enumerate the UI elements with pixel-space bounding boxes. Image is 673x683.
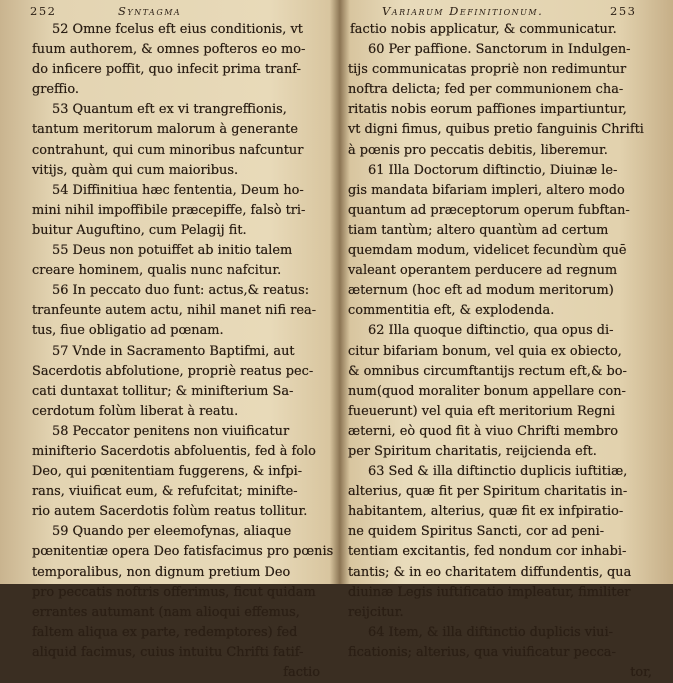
text-line: 52 Omne fcelus eft eius conditionis, vt: [52, 22, 303, 37]
text-line: alterius, quæ fit per Spiritum charitatis in-: [348, 484, 628, 500]
text-line: 60 Per paffione. Sanctorum in Indulgen-: [368, 42, 631, 58]
right-page-number: 253: [610, 4, 637, 18]
text-line: noftra delicta; fed per communionem cha-: [348, 82, 624, 98]
text-line: mini nihil impoffibile præcepiffe, falsò tri-: [32, 202, 306, 218]
text-line: 63 Sed & illa diftinctio duplicis iuftitiæ,: [368, 464, 628, 480]
text-line: greffio.: [32, 82, 79, 98]
text-line: temporalibus, non dignum pretium Deo: [32, 564, 291, 580]
text-line: quemdam modum, videlicet fecundùm quē: [348, 243, 627, 259]
text-line: ficationis; alterius, qua viuificatur pecca-: [348, 644, 616, 660]
right-page: [338, 0, 673, 680]
text-line: 53 Quantum eft ex vi trangreffionis,: [52, 102, 287, 118]
text-line: Deo, qui pœnitentiam fuggerens, & infpi-: [32, 464, 303, 480]
text-line: pœnitentiæ opera Deo fatisfacimus pro pœnis: [32, 544, 334, 560]
text-line: vitijs, quàm qui cum maioribus.: [32, 162, 239, 178]
text-line: 59 Quando per eleemofynas, aliaque: [52, 524, 292, 540]
text-line: contrahunt, qui cum minoribus nafcuntur: [32, 142, 304, 158]
text-line: fueuerunt) vel quia eft meritorium Regni: [348, 403, 615, 419]
text-line: tantis; & in eo charitatem diffundentis, qua: [348, 564, 632, 580]
text-line: valeant operantem perducere ad regnum: [348, 263, 618, 279]
text-line: per Spiritum charitatis, reijcienda eft.: [348, 443, 597, 459]
text-line: æterni, eò quod fit à viuo Chrifti membro: [348, 423, 618, 439]
text-line: diuinæ Legis iuftificatio impleatur, fimiliter: [348, 584, 631, 600]
text-line: minifterio Sacerdotis abfoluentis, fed à folo: [32, 443, 316, 459]
text-line: citur bifariam bonum, vel quia ex obiecto,: [348, 343, 622, 359]
text-line: 58 Peccator penitens non viuificatur: [52, 423, 290, 439]
catchword: tor,: [630, 665, 652, 680]
text-line: ne quidem Spiritus Sancti, cor ad peni-: [348, 524, 605, 540]
text-line: creare hominem, qualis nunc nafcitur.: [32, 263, 282, 279]
text-line: habitantem, alterius, quæ fit ex infpiratio-: [348, 504, 624, 520]
text-line: æternum (hoc eft ad modum meritorum): [348, 283, 614, 299]
text-line: à pœnis pro peccatis debitis, liberemur.: [348, 142, 608, 158]
text-line: tiam tantùm; altero quantùm ad certum: [348, 222, 609, 238]
text-line: Sacerdotis abfolutione, propriè reatus pec-: [32, 363, 314, 379]
text-line: 56 In peccato duo funt: actus,& reatus:: [52, 283, 310, 299]
text-line: cati duntaxat tollitur; & minifterium Sa-: [32, 383, 294, 399]
text-line: 61 Illa Doctorum diftinctio, Diuinæ le-: [368, 162, 618, 178]
text-line: tantum meritorum malorum à generante: [32, 122, 298, 138]
right-running-title: Variarum Definitionum.: [382, 4, 544, 18]
text-line: do inficere poffit, quo infecit prima tranf-: [32, 62, 301, 78]
text-line: & omnibus circumftantijs rectum eft,& bo-: [348, 363, 627, 379]
catchword: factio: [283, 665, 320, 680]
text-line: fuum authorem, & omnes pofteros eo mo-: [32, 42, 306, 58]
text-line: tentiam excitantis, fed nondum cor inhabi-: [348, 544, 627, 560]
text-line: quantum ad præceptorum operum fubftan-: [348, 202, 630, 218]
text-line: pro peccatis noftris offerimus, ficut quidam: [32, 584, 316, 600]
text-line: tijs communicatas propriè non redimuntur: [348, 62, 627, 78]
text-line: 64 Item, & illa diftinctio duplicis viui-: [368, 624, 613, 640]
text-line: 57 Vnde in Sacramento Baptifmi, aut: [52, 343, 295, 359]
text-line: rans, viuificat eum, & refufcitat; minifte-: [32, 484, 298, 500]
left-running-title: Syntagma: [118, 4, 182, 18]
text-line: rio autem Sacerdotis folùm reatus tollitur.: [32, 504, 308, 520]
text-line: reijcitur.: [348, 604, 404, 620]
text-line: errantes autumant (nam alioqui effemus,: [32, 604, 300, 620]
text-line: 62 Illa quoque diftinctio, qua opus di-: [368, 323, 614, 339]
text-line: ritatis nobis eorum paffiones impartiuntur,: [348, 102, 627, 118]
left-text-block: [32, 20, 334, 683]
text-line: tranfeunte autem actu, nihil manet nifi rea-: [32, 303, 317, 319]
right-text-block: [348, 20, 662, 683]
text-line: 54 Diffinitiua hæc fententia, Deum ho-: [52, 182, 304, 198]
text-line: gis mandata bifariam impleri, altero modo: [348, 182, 625, 198]
text-line: factio nobis applicatur, & communicatur.: [350, 22, 617, 37]
text-line: buitur Auguftino, cum Pelagij fit.: [32, 222, 247, 238]
text-line: vt digni fimus, quibus pretio fanguinis Chrifti: [348, 122, 644, 138]
left-page-number: 252: [30, 4, 57, 18]
text-line: aliquid facimus, cuius intuitu Chrifti fatif-: [32, 644, 304, 660]
text-line: 55 Deus non potuiffet ab initio talem: [52, 243, 293, 259]
text-line: cerdotum folùm liberat à reatu.: [32, 403, 239, 419]
text-line: commentitia eft, & explodenda.: [348, 303, 555, 319]
text-line: num(quod moraliter bonum appellare con-: [348, 383, 626, 399]
text-line: tus, fiue obligatio ad pœnam.: [32, 323, 224, 339]
text-line: faltem aliqua ex parte, redemptores) fed: [32, 624, 298, 640]
